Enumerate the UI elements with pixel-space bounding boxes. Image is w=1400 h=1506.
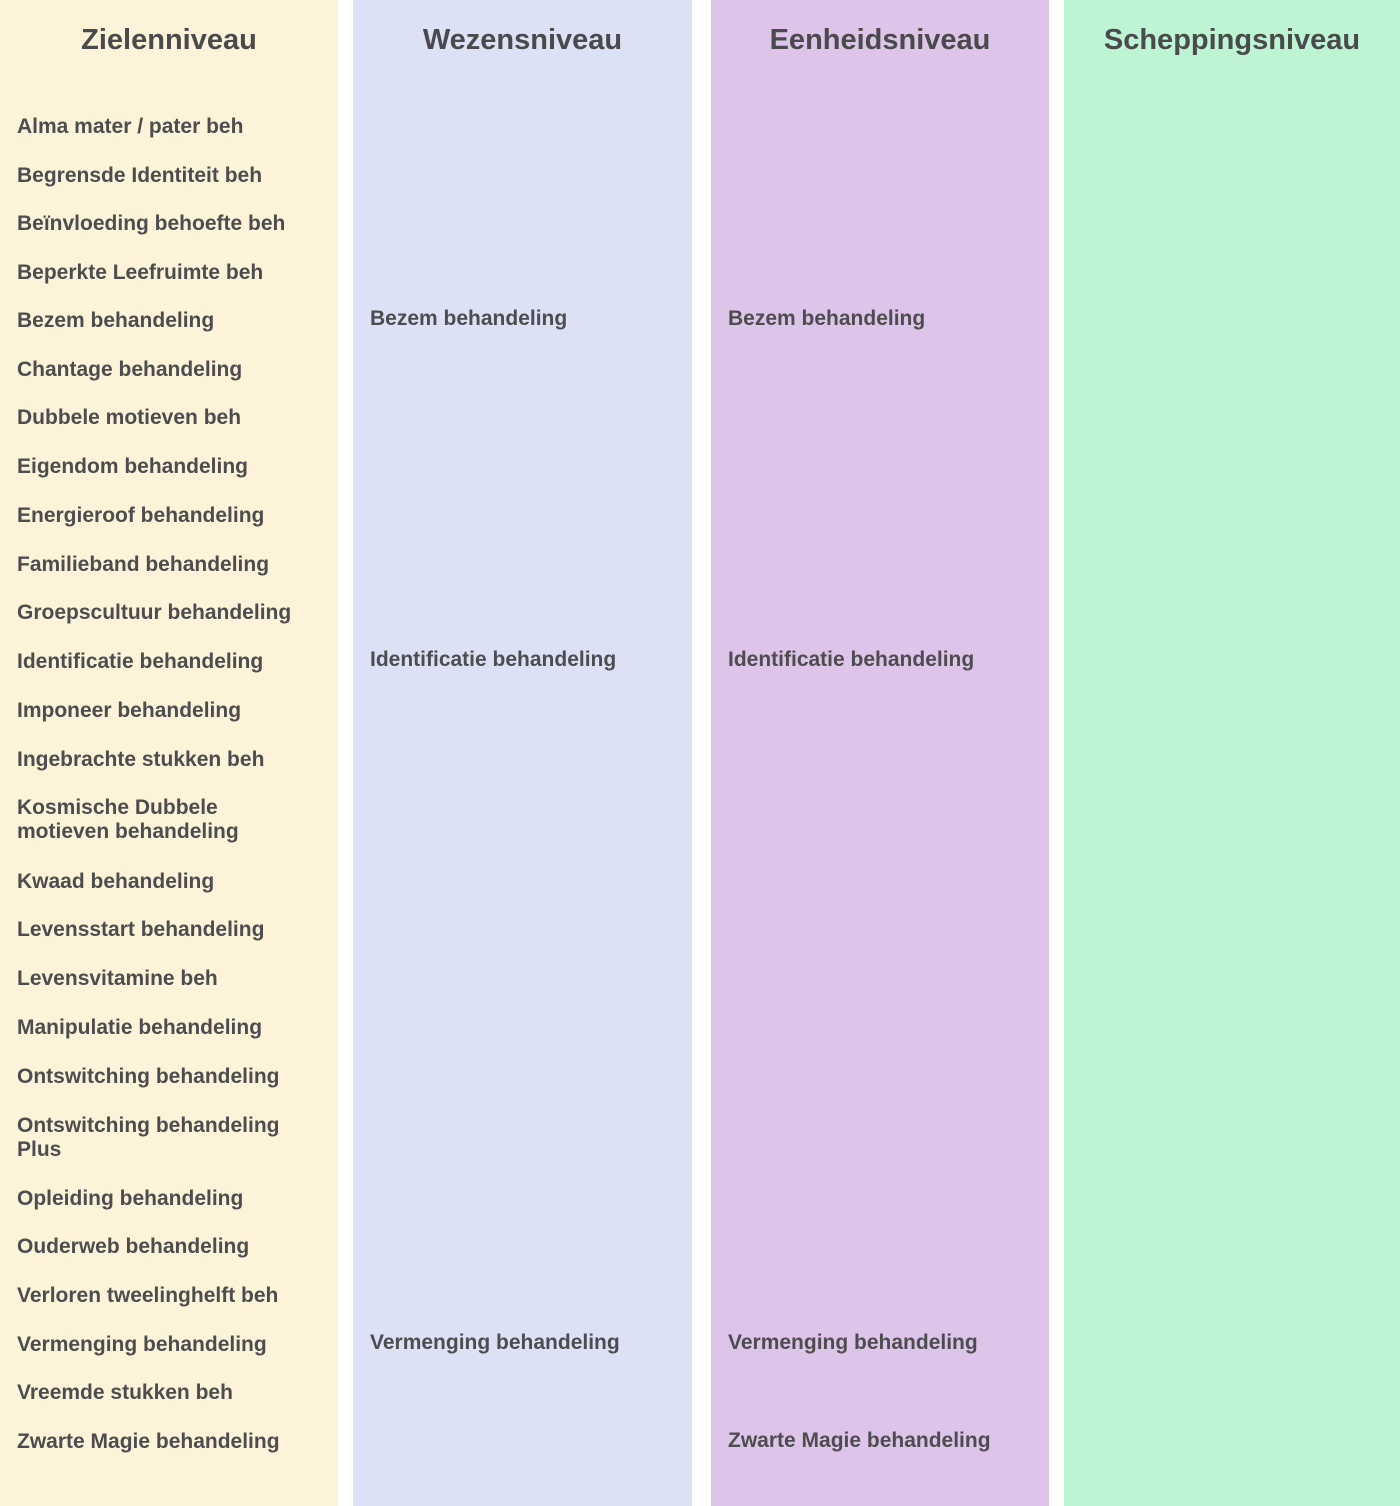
column-title: Wezensniveau: [422, 24, 623, 56]
list-item: Identificatie behandeling: [17, 650, 264, 673]
list-item: Chantage behandeling: [17, 358, 243, 381]
column-title: Scheppingsniveau: [1103, 24, 1361, 56]
column-wezensniveau: [353, 0, 692, 1506]
list-item: Zwarte Magie behandeling: [728, 1429, 991, 1452]
list-item: Beperkte Leefruimte beh: [17, 261, 264, 284]
list-item: Imponeer behandeling: [17, 699, 242, 722]
list-item: Opleiding behandeling: [17, 1187, 244, 1210]
list-item: Energieroof behandeling: [17, 504, 265, 527]
list-item: Vermenging behandeling: [370, 1331, 620, 1354]
list-item: Kosmische Dubbele motieven behandeling: [17, 796, 239, 843]
list-item: Manipulatie behandeling: [17, 1016, 263, 1039]
column-scheppingsniveau: [1064, 0, 1400, 1506]
list-item: Groepscultuur behandeling: [17, 601, 292, 624]
column-title: Eenheidsniveau: [769, 24, 991, 56]
list-item: Ouderweb behandeling: [17, 1235, 250, 1258]
list-item: Familieband behandeling: [17, 553, 270, 576]
list-item: Bezem behandeling: [370, 307, 568, 330]
list-item: Ontswitching behandeling Plus: [17, 1114, 280, 1161]
list-item: Vermenging behandeling: [728, 1331, 978, 1354]
list-item: Dubbele motieven beh: [17, 406, 242, 429]
list-item: Vermenging behandeling: [17, 1333, 267, 1356]
list-item: Levensvitamine beh: [17, 967, 218, 990]
list-item: Begrensde Identiteit beh: [17, 164, 263, 187]
list-item: Vreemde stukken beh: [17, 1381, 233, 1404]
column-title: Zielenniveau: [81, 24, 257, 56]
list-item: Eigendom behandeling: [17, 455, 249, 478]
list-item: Alma mater / pater beh: [17, 115, 244, 138]
column-eenheidsniveau: [711, 0, 1049, 1506]
list-item: Beïnvloeding behoefte beh: [17, 212, 286, 235]
list-item: Bezem behandeling: [17, 309, 215, 332]
list-item: Identificatie behandeling: [728, 648, 975, 671]
list-item: Ingebrachte stukken beh: [17, 748, 265, 771]
list-item: Kwaad behandeling: [17, 870, 215, 893]
list-item: Identificatie behandeling: [370, 648, 617, 671]
list-item: Verloren tweelinghelft beh: [17, 1284, 279, 1307]
list-item: Levensstart behandeling: [17, 918, 265, 941]
list-item: Ontswitching behandeling: [17, 1065, 280, 1088]
column-zielenniveau: [0, 0, 338, 1506]
list-item: Zwarte Magie behandeling: [17, 1430, 280, 1453]
list-item: Bezem behandeling: [728, 307, 926, 330]
